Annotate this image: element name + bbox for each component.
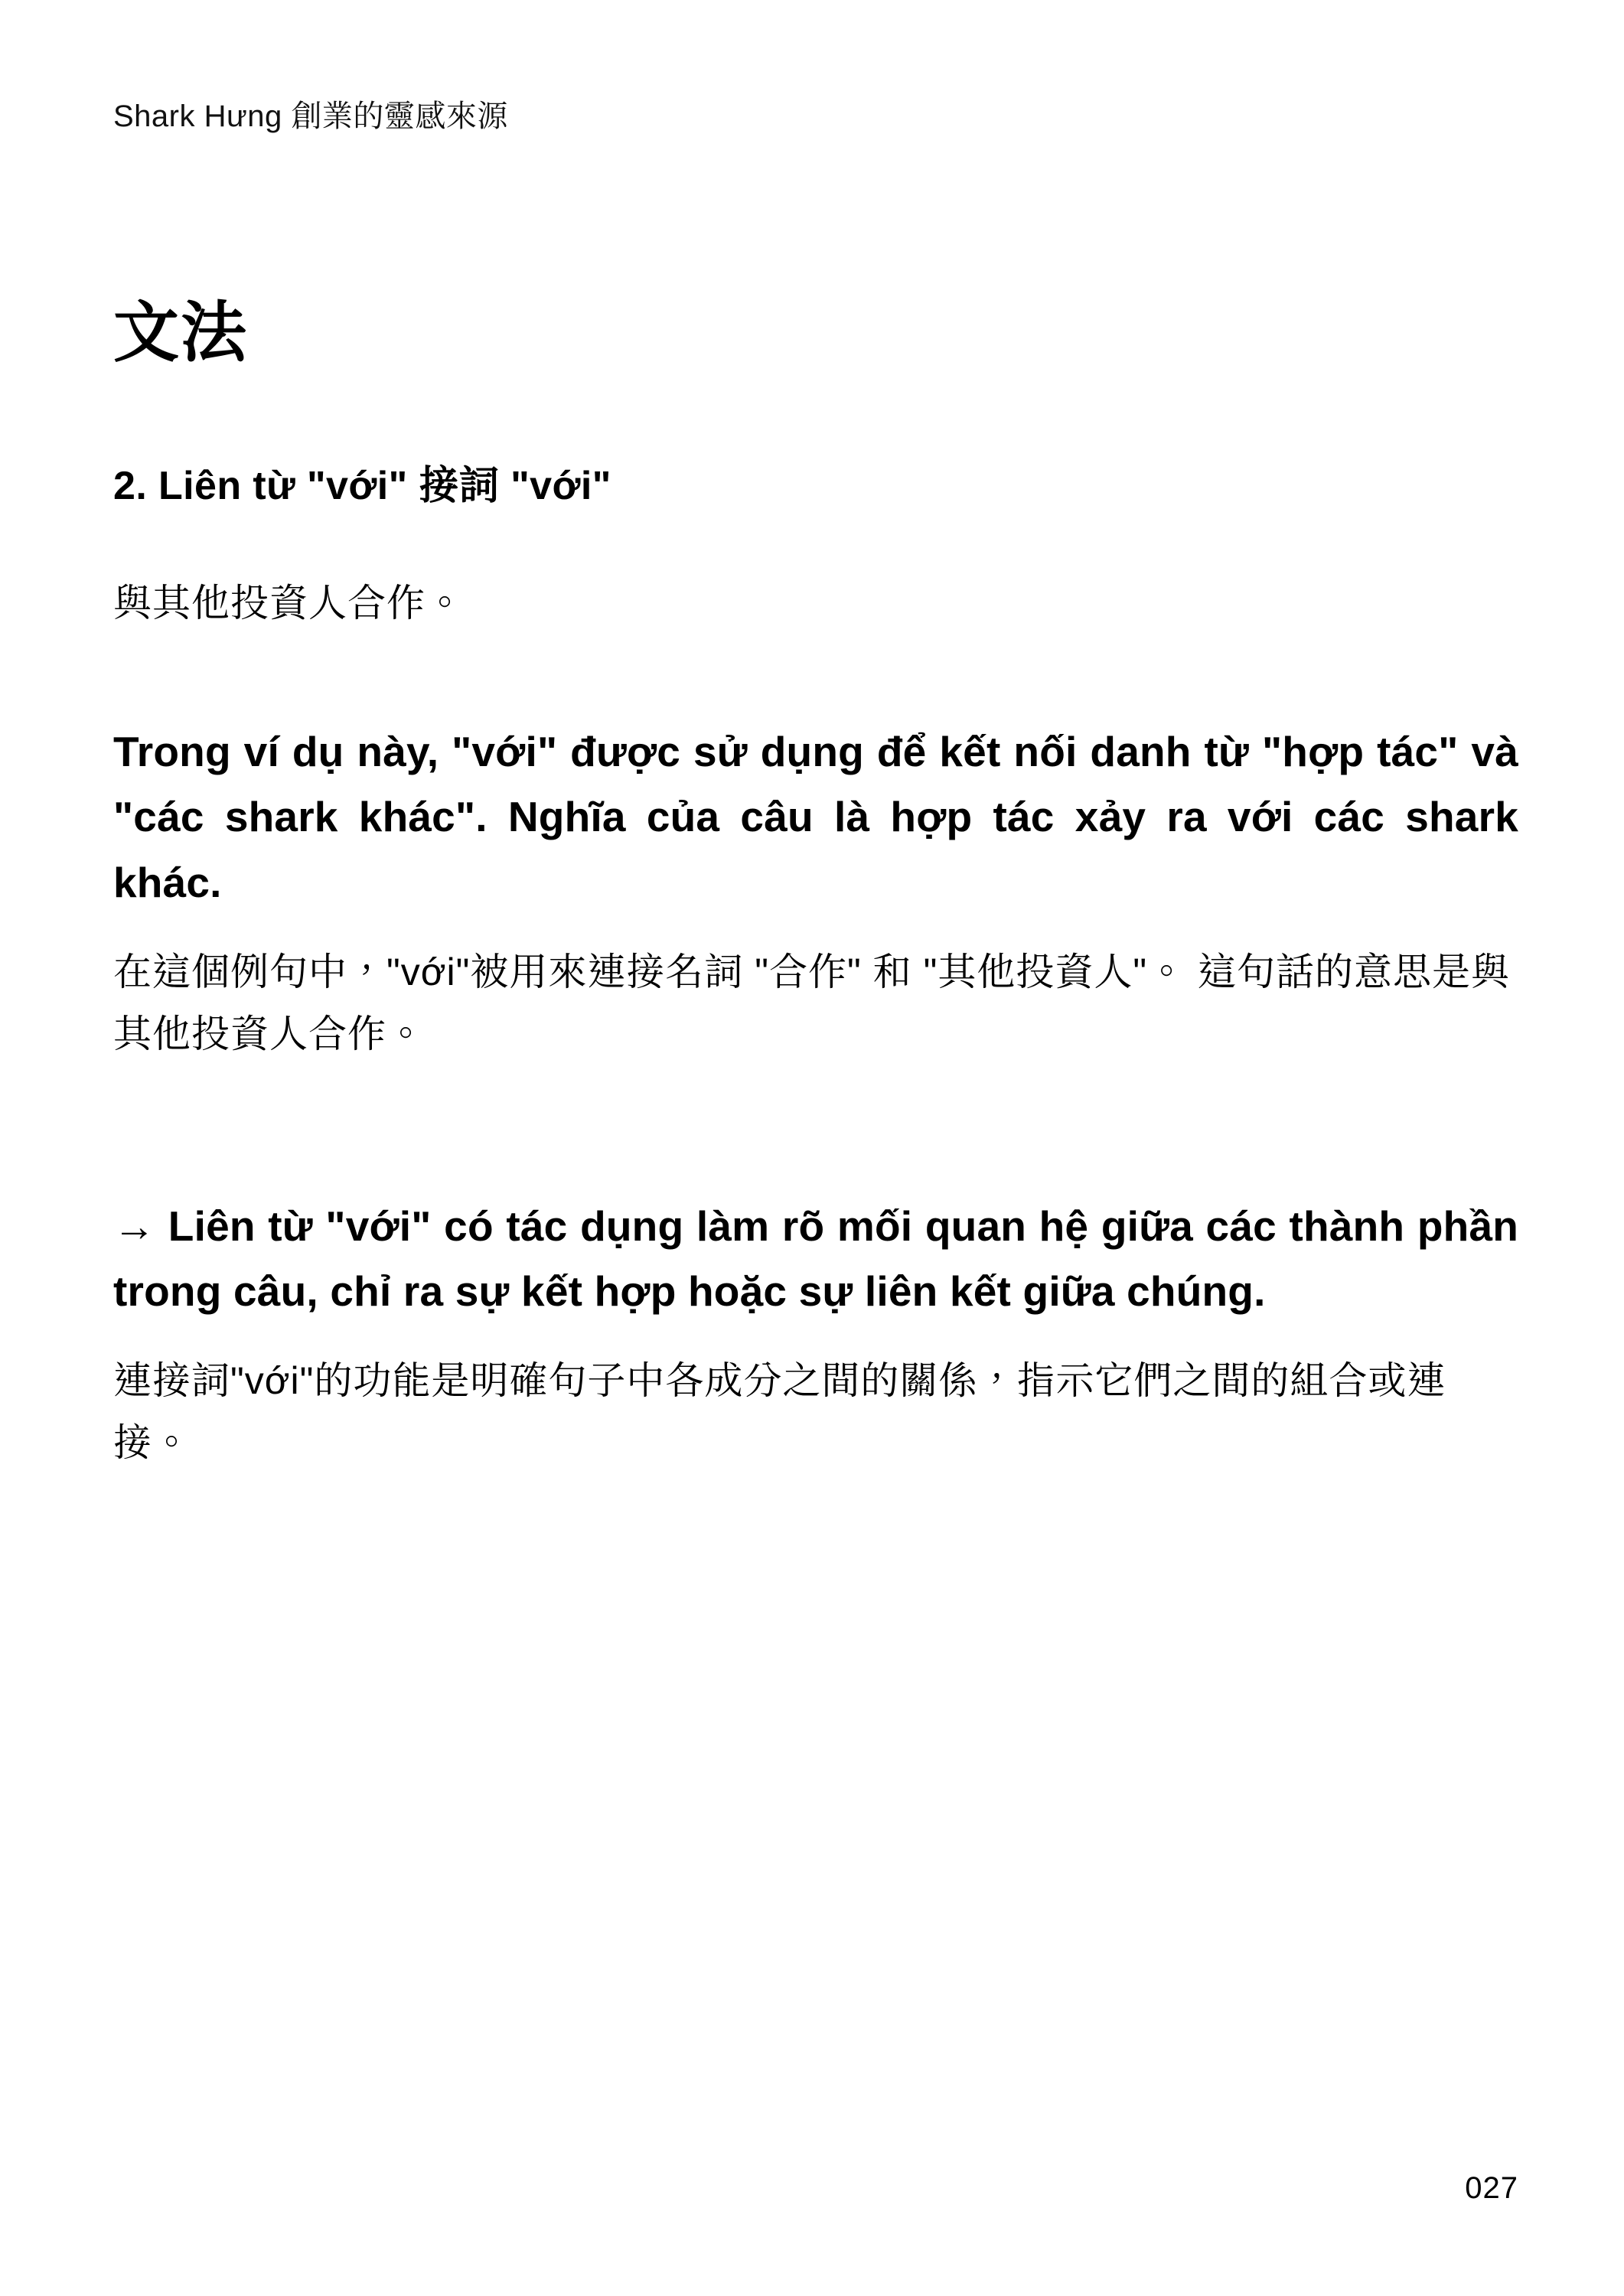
explanation-chinese-paragraph: 在這個例句中，"với"被用來連接名詞 "合作" 和 "其他投資人"。 這句話的意思是與其他投資人合作。 xyxy=(113,950,1510,1055)
running-head: Shark Hưng 創業的靈感來源 xyxy=(113,99,508,133)
page-content xyxy=(113,0,1518,2296)
paragraph-spacer xyxy=(113,1065,1518,1108)
page-title: 文法 xyxy=(113,295,248,370)
conclusion-vietnamese-paragraph: → Liên từ "với" có tác dụng làm rõ mối quan hệ giữa các thành phần trong câu, chỉ ra sự kết hợp hoặc sự liên kết giữa chúng. xyxy=(113,1202,1518,1316)
conclusion-chinese-paragraph: 連接詞"với"的功能是明確句子中各成分之間的關係，指示它們之間的組合或連接。 xyxy=(113,1359,1446,1465)
subsection-heading: 2. Liên từ "với" 接詞 "với" xyxy=(113,464,611,508)
explanation-vietnamese-paragraph: Trong ví dụ này, "với" được sử dụng để kết nối danh từ "hợp tác" và "các shark khác". Nghĩa của câu là hợp tác xảy ra với các shark khác. xyxy=(113,728,1518,906)
body-flow xyxy=(113,459,1518,1474)
page-number: 027 xyxy=(1465,2171,1518,2205)
intro-chinese-paragraph: 與其他投資人合作。 xyxy=(113,582,465,625)
